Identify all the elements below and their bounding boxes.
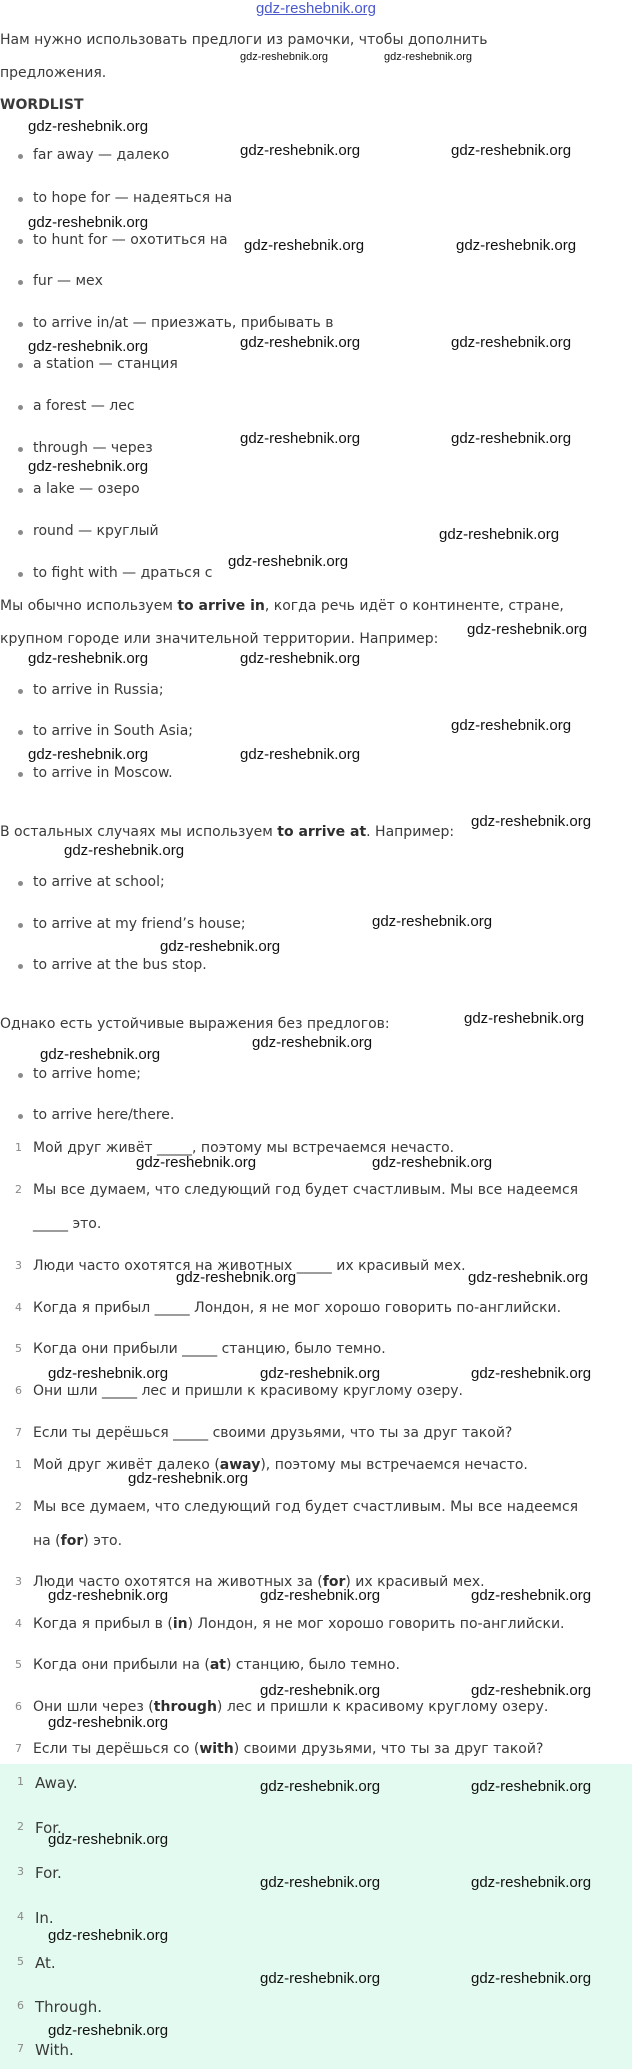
watermark: gdz-reshebnik.org [28, 650, 149, 667]
watermark: gdz-reshebnik.org [471, 1778, 592, 1795]
wordlist-item: to arrive in/at — приезжать, прибывать в [33, 315, 334, 331]
watermark: gdz-reshebnik.org [471, 1874, 592, 1891]
watermark: gdz-reshebnik.org [471, 1682, 592, 1699]
watermark: gdz-reshebnik.org [136, 1154, 257, 1171]
wordlist-item: to hunt for — охотиться на [33, 232, 228, 248]
arrive-at-example: to arrive at the bus stop. [33, 957, 207, 973]
solution-item-continuation: на (for) это. [33, 1533, 123, 1549]
watermark: gdz-reshebnik.org [244, 237, 365, 254]
watermark: gdz-reshebnik.org [260, 1682, 381, 1699]
exercise-item: 3 Люди часто охотятся на животных _____ их красивый мех. [15, 1258, 466, 1274]
watermark: gdz-reshebnik.org [451, 430, 572, 447]
watermark: gdz-reshebnik.org [260, 1778, 381, 1795]
exercise-item: 1 Мой друг живёт _____, поэтому мы встречаемся нечасто. [15, 1140, 455, 1156]
solution-item: 4 Когда я прибыл в (in) Лондон, я не мог хорошо говорить по-английски. [15, 1616, 565, 1632]
wordlist-item: to fight with — драться с [33, 565, 213, 581]
site-header-link[interactable]: gdz-reshebnik.org [255, 0, 377, 17]
watermark: gdz-reshebnik.org [464, 1010, 585, 1027]
answer-item: 4 In. [17, 1909, 54, 1927]
watermark: gdz-reshebnik.org [260, 1587, 381, 1604]
watermark: gdz-reshebnik.org [28, 746, 149, 763]
arrive-in-example: to arrive in Russia; [33, 682, 164, 698]
arrive-at-example: to arrive at my friend’s house; [33, 916, 246, 932]
watermark: gdz-reshebnik.org [48, 1365, 169, 1382]
wordlist-item: through — через [33, 440, 153, 456]
watermark: gdz-reshebnik.org [252, 1034, 373, 1051]
arrive-in-example: to arrive in South Asia; [33, 723, 193, 739]
solution-item: 1 Мой друг живёт далеко (away), поэтому мы встречаемся нечасто. [15, 1457, 528, 1473]
watermark: gdz-reshebnik.org [28, 458, 149, 475]
watermark: gdz-reshebnik.org [439, 526, 560, 543]
watermark: gdz-reshebnik.org [128, 1470, 249, 1487]
watermark: gdz-reshebnik.org [48, 1831, 169, 1848]
watermark: gdz-reshebnik.org [260, 1970, 381, 1987]
watermark: gdz-reshebnik.org [260, 1874, 381, 1891]
watermark: gdz-reshebnik.org [240, 430, 361, 447]
watermark: gdz-reshebnik.org [48, 2022, 169, 2039]
wordlist-item: round — круглый [33, 523, 159, 539]
task-instruction-line2: предложения. [0, 65, 107, 81]
exercise-item: 4 Когда я прибыл _____ Лондон, я не мог хорошо говорить по-английски. [15, 1300, 562, 1316]
arrive-in-paragraph-line2: крупном городе или значительной территории. Например: [0, 631, 439, 647]
watermark: gdz-reshebnik.org [240, 142, 361, 159]
answer-item: 3 For. [17, 1864, 62, 1882]
watermark: gdz-reshebnik.org [40, 1046, 161, 1063]
solution-item: 7 Если ты дерёшься со (with) своими друзьями, что ты за друг такой? [15, 1741, 544, 1757]
arrive-in-example: to arrive in Moscow. [33, 765, 173, 781]
watermark: gdz-reshebnik.org [64, 842, 185, 859]
watermark: gdz-reshebnik.org [260, 1365, 381, 1382]
arrive-in-paragraph-line1: Мы обычно используем to arrive in, когда речь идёт о континенте, стране, [0, 598, 564, 614]
answer-item: 1 Away. [17, 1774, 78, 1792]
wordlist-item: a forest — лес [33, 398, 135, 414]
arrive-at-example: to arrive at school; [33, 874, 165, 890]
exercise-item: 7 Если ты дерёшься _____ своими друзьями, что ты за друг такой? [15, 1425, 513, 1441]
watermark: gdz-reshebnik.org [28, 118, 149, 135]
exercise-item: 2 Мы все думаем, что следующий год будет счастливым. Мы все надеемся [15, 1182, 579, 1198]
watermark: gdz-reshebnik.org [48, 1714, 169, 1731]
answer-item: 5 At. [17, 1954, 56, 1972]
watermark: gdz-reshebnik.org [471, 813, 592, 830]
answer-item: 2 For. [17, 1819, 62, 1837]
watermark: gdz-reshebnik.org [28, 338, 149, 355]
watermark: gdz-reshebnik.org [451, 142, 572, 159]
solution-item: 5 Когда они прибыли на (at) станцию, было темно. [15, 1657, 400, 1673]
watermark: gdz-reshebnik.org [451, 334, 572, 351]
solution-item: 2 Мы все думаем, что следующий год будет счастливым. Мы все надеемся [15, 1499, 579, 1515]
arrive-at-paragraph: В остальных случаях мы используем to arrive at. Например: [0, 824, 455, 840]
watermark: gdz-reshebnik.org [451, 717, 572, 734]
watermark: gdz-reshebnik.org [48, 1927, 169, 1944]
watermark: gdz-reshebnik.org [240, 746, 361, 763]
wordlist-item: a station — станция [33, 356, 178, 372]
exercise-item: 6 Они шли _____ лес и пришли к красивому круглому озеру. [15, 1383, 463, 1399]
no-preposition-example: to arrive home; [33, 1066, 141, 1082]
watermark: gdz-reshebnik.org [160, 938, 281, 955]
exercise-item: 5 Когда они прибыли _____ станцию, было темно. [15, 1341, 386, 1357]
watermark: gdz-reshebnik.org [240, 51, 329, 63]
wordlist-item: to hope for — надеяться на [33, 190, 233, 206]
answer-item: 7 With. [17, 2041, 74, 2059]
watermark: gdz-reshebnik.org [176, 1269, 297, 1286]
watermark: gdz-reshebnik.org [228, 553, 349, 570]
watermark: gdz-reshebnik.org [240, 650, 361, 667]
no-preposition-example: to arrive here/there. [33, 1107, 175, 1123]
watermark: gdz-reshebnik.org [384, 51, 473, 63]
watermark: gdz-reshebnik.org [372, 1154, 493, 1171]
no-preposition-paragraph: Однако есть устойчивые выражения без предлогов: [0, 1016, 390, 1032]
watermark: gdz-reshebnik.org [471, 1970, 592, 1987]
watermark: gdz-reshebnik.org [240, 334, 361, 351]
watermark: gdz-reshebnik.org [28, 214, 149, 231]
wordlist-item: a lake — озеро [33, 481, 140, 497]
watermark: gdz-reshebnik.org [471, 1587, 592, 1604]
watermark: gdz-reshebnik.org [456, 237, 577, 254]
answer-item: 6 Through. [17, 1998, 102, 2016]
watermark: gdz-reshebnik.org [48, 1587, 169, 1604]
watermark: gdz-reshebnik.org [471, 1365, 592, 1382]
solution-item: 3 Люди часто охотятся на животных за (for) их красивый мех. [15, 1574, 485, 1590]
watermark: gdz-reshebnik.org [467, 621, 588, 638]
wordlist-item: fur — мех [33, 273, 103, 289]
wordlist-title: WORDLIST [0, 97, 84, 113]
exercise-item-continuation: _____ это. [33, 1216, 102, 1232]
wordlist-item: far away — далеко [33, 147, 170, 163]
solution-item: 6 Они шли через (through) лес и пришли к красивому круглому озеру. [15, 1699, 549, 1715]
watermark: gdz-reshebnik.org [372, 913, 493, 930]
watermark: gdz-reshebnik.org [468, 1269, 589, 1286]
task-instruction-line1: Нам нужно использовать предлоги из рамочки, чтобы дополнить [0, 32, 488, 48]
